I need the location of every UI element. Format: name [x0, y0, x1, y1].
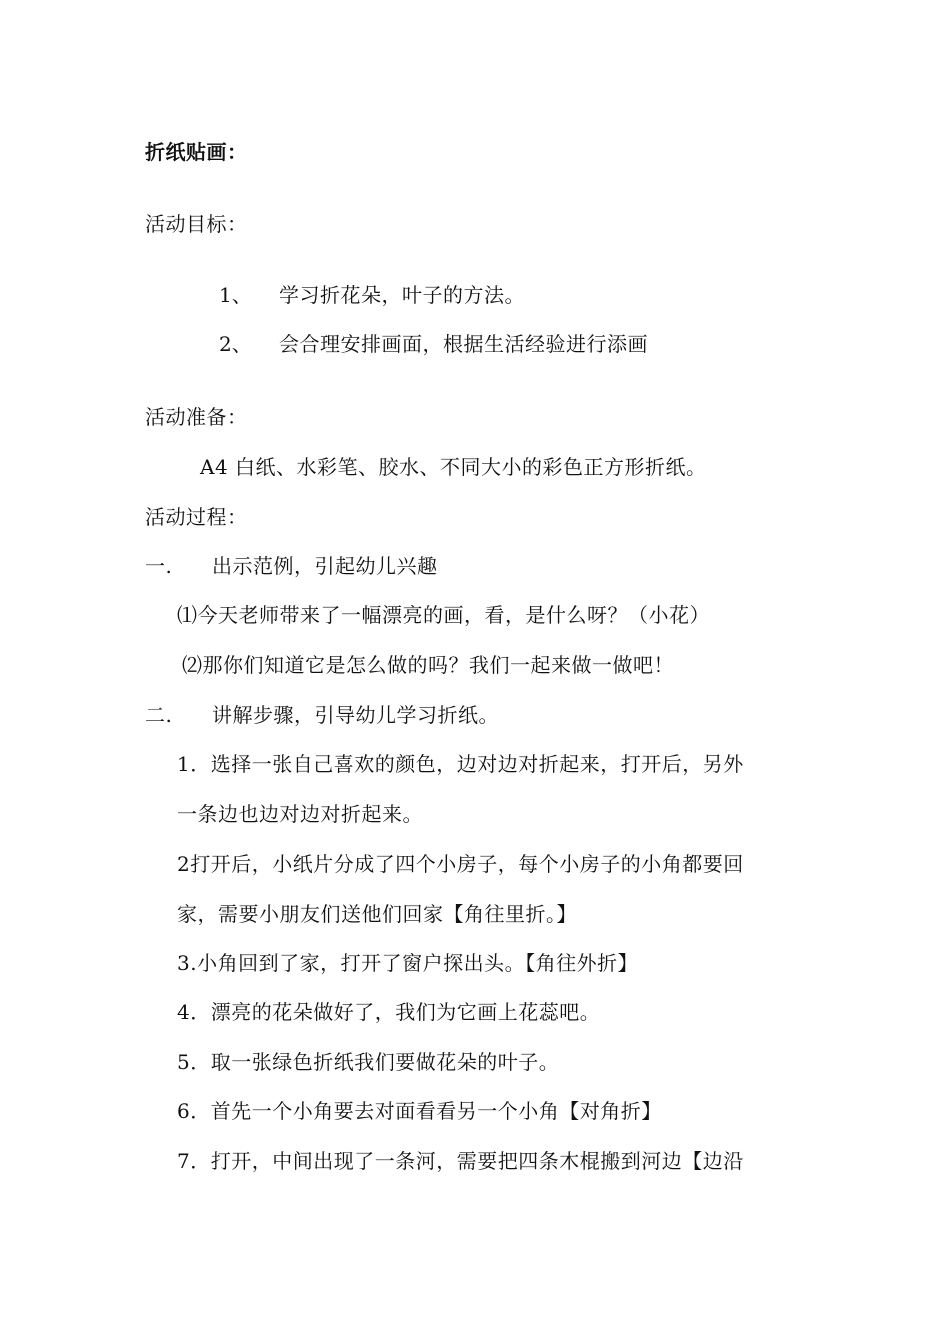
- goal-number: 2、: [219, 332, 252, 356]
- step-line: 7．打开，中间出现了一条河，需要把四条木棍搬到河边【边沿: [177, 1149, 744, 1173]
- step-line: 一条边也边对边对折起来。: [177, 802, 423, 826]
- section-number: 二.: [145, 703, 173, 727]
- step-line: 1．选择一张自己喜欢的颜色，边对边对折起来，打开后，另外: [177, 752, 744, 776]
- goal-number: 1、: [219, 283, 252, 307]
- sub-item: ⑵那你们知道它是怎么做的吗？我们一起来做一做吧！: [182, 653, 674, 677]
- sub-item: ⑴今天老师带来了一幅漂亮的画，看，是什么呀？（小花）: [177, 603, 710, 627]
- step-line: 6．首先一个小角要去对面看看另一个小角【对角折】: [177, 1099, 662, 1123]
- goal-text: 学习折花朵，叶子的方法。: [279, 283, 525, 307]
- preparation-heading: 活动准备：: [145, 405, 248, 429]
- section-heading: 出示范例，引起幼儿兴趣: [212, 554, 438, 578]
- step-line: 家，需要小朋友们送他们回家【角往里折。】: [177, 902, 577, 926]
- step-line: 5．取一张绿色折纸我们要做花朵的叶子。: [177, 1050, 560, 1074]
- step-line: 3.小角回到了家，打开了窗户探出头。【角往外折】: [177, 951, 639, 975]
- process-heading: 活动过程：: [145, 505, 248, 529]
- preparation-text: A4 白纸、水彩笔、胶水、不同大小的彩色正方形折纸。: [200, 455, 707, 479]
- step-line: 4．漂亮的花朵做好了，我们为它画上花蕊吧。: [177, 1000, 601, 1024]
- section-heading: 讲解步骤，引导幼儿学习折纸。: [212, 703, 499, 727]
- step-line: 2打开后，小纸片分成了四个小房子，每个小房子的小角都要回: [177, 852, 744, 876]
- document-title: 折纸贴画：: [145, 140, 248, 164]
- section-number: 一.: [145, 554, 173, 578]
- goal-text: 会合理安排画面，根据生活经验进行添画: [279, 332, 648, 356]
- goals-heading: 活动目标：: [145, 212, 248, 236]
